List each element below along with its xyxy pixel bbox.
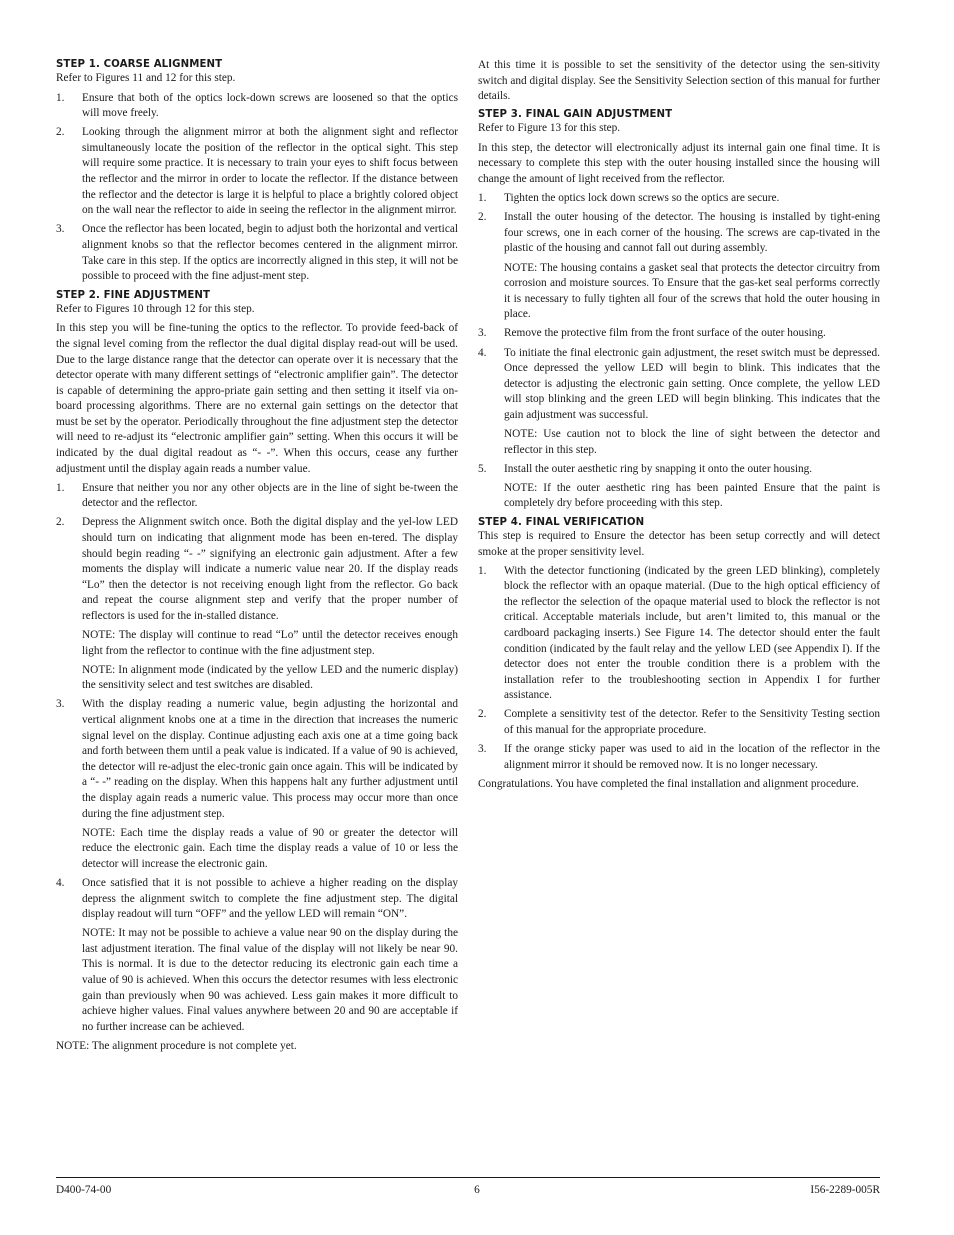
list-item-note: NOTE: Use caution not to block the line of sight between the detector and reflector in this step.: [504, 427, 880, 456]
list-item: [478, 326, 880, 342]
step2-closing-note: NOTE: The alignment procedure is not complete yet.: [56, 1039, 297, 1052]
list-item-text: Looking through the alignment mirror at both the alignment sight and reflector simultaneously locate the position of the reflector in the optical sight. This step will require some practice. It is necessary to train your eyes to shift focus between the reflector and the mirror in order to locate the reflector. If the distance between the reflector and the detector is large it is helpful to place a brightly colored object on the wall near the reflector to aide in seeing the reflector in the alignment mirror.: [82, 126, 458, 217]
list-item-number: 4.: [478, 346, 487, 359]
list-item-number: 1.: [478, 564, 487, 577]
step4-intro: This step is required to Ensure the detector has been setup correctly and will detect smoke at the proper sensitivity level.: [478, 529, 880, 558]
list-item-text: Depress the Alignment switch once. Both the digital display and the yel-low LED should turn on indicating that alignment mode has been en-tered. The display should begin reading “- -” signifying an electronic gain adjustment. After a few moments the display will indicate a numeric value near 20. If the display reads “Lo” then the detector is not receiving enough light from the reflector. Go back and repeat the course alignment step and verify that the proper number of reflectors is used for the in-stalled distance.: [82, 516, 458, 622]
list-item-number: 3.: [56, 223, 65, 236]
list-item-note: NOTE: The display will continue to read “Lo” until the detector receives enough light from the reflector to continue with the fine adjustment step.: [82, 629, 458, 657]
list-item-text: To initiate the final electronic gain adjustment, the reset switch must be depressed. Once depressed the yellow LED will begin to blink. This indicates that the detector is adjusting the electronic gain setting. Once complete, the yellow LED will stop blinking and the green LED will begin blinking. This indicates that the gain adjustment was successful.: [504, 346, 880, 421]
list-item: [56, 876, 458, 1035]
list-item-number: 2.: [56, 126, 65, 139]
list-item: [478, 462, 880, 512]
list-item-number: 2.: [56, 516, 65, 529]
list-item-number: 2.: [478, 708, 487, 721]
list-item: [56, 697, 458, 872]
list-item-text: Complete a sensitivity test of the detector. Refer to the Sensitivity Testing section of this manual for the appropriate procedure.: [504, 708, 880, 737]
list-item-text: Once satisfied that it is not possible to achieve a higher reading on the display depress the alignment switch to complete the fine adjustment step. The digital display readout will turn “OFF” and the yellow LED will remain “ON”.: [82, 877, 458, 921]
list-item: [56, 515, 458, 694]
step2-intro: In this step you will be fine-tuning the optics to the reflector. To provide feed-back of the signal level coming from the reflector the dual digital display read-out will be used. Due to the large distance range that the detector can operate over it is necessary that the detector operate with many different settings of “electronic amplifier gain”. The detector is capable of determining the appro-priate gain setting and then setting it itself via on-board processing algorithms. There are no external gain settings on the detector that must be set by the operator. Periodically throughout the fine adjustment step the detector will need to re-adjust its “electronic amplifier gain” setting. When this occurs it will be indicated by the dual digital readout as “- -”. When this occurs, cease any further adjustment until the display again reads a number value.: [56, 322, 458, 475]
list-item-text: Tighten the optics lock down screws so the optics are secure.: [504, 192, 780, 205]
list-item-text: With the detector functioning (indicated by the green LED blinking), completely block the reflector with an opaque material. (Due to the high optical efficiency of the reflector the selection of the opaque material used to block the reflector is not critical. Acceptable materials include, but aren’t limited to, this manual or the cardboard packaging inserts.) See Figure 14. The detector should enter the fault condition (indicated by the fault relay and the yellow LED (see Appendix I). If the detector does not enter the trouble condition there is a problem with the installation refer to the troubleshooting section in Appendix I for further assistance.: [504, 564, 880, 702]
list-item-note: NOTE: The housing contains a gasket seal that protects the detector circuitry from corrosion and moisture sources. To Ensure that the gas-ket seal performs correctly it is necessary to fully tighten all four of the screws that hold the outer housing in place.: [504, 261, 880, 321]
step2-reference: Refer to Figures 10 through 12 for this step.: [56, 302, 255, 315]
list-item: [56, 222, 458, 284]
list-item-note: NOTE: If the outer aesthetic ring has been painted Ensure that the paint is completely dry before proceeding with this step.: [504, 481, 880, 510]
list-item-text: With the display reading a numeric value, begin adjusting the horizontal and vertical alignment knobs one at a time in the direction that increases the numeric signal level on the display. Continue adjusting each axis one at a time going back and forth between them until a peak value is indicated. If a value of 90 is achieved, the detector will re-adjust the elec-tronic gain once again. This will be indicated by a “- -” reading on the display. When this happens halt any further adjustment until the display again reads a numeric value. This process may occur more than once during the fine adjustment step.: [82, 698, 458, 820]
list-item-number: 1.: [56, 91, 65, 104]
left-column: [56, 58, 458, 1059]
list-item-number: 1.: [56, 481, 65, 494]
list-item-text: Ensure that neither you nor any other objects are in the line of sight be-tween the detector and the reflector.: [82, 481, 458, 510]
step3-intro: In this step, the detector will electronically adjust its internal gain one final time. It is necessary to complete this step with the outer housing installed since the housing will change the amount of light received from the reflector.: [478, 141, 880, 186]
list-item: [478, 742, 880, 773]
list-item-text: Ensure that both of the optics lock-down screws are loosened so that the optics will move freely.: [82, 91, 458, 120]
step3-list: [478, 191, 880, 512]
step2-section: [56, 289, 458, 1055]
list-item-note: NOTE: In alignment mode (indicated by the yellow LED and the numeric display) the sensitivity select and test switches are disabled.: [82, 663, 458, 692]
list-item: [478, 191, 880, 207]
list-item-note: NOTE: It may not be possible to achieve a value near 90 on the display during the last adjustment iteration. The final value of the display will not likely be near 90. This is normal. It is due to the detector reducing its electronic gain each time a value of 90 is achieved. When this occurs the detector resumes with less electronic gain than previously when 90 was achieved. Less gain makes it more difficult to achieve higher values. Final values anywhere between 20 and 90 are acceptable if no further increase can be achieved.: [82, 927, 458, 1033]
step1-list: [56, 91, 458, 285]
list-item: [56, 91, 458, 122]
step3-heading: STEP 3. FINAL GAIN ADJUSTMENT: [478, 109, 673, 121]
step1-heading: STEP 1. COARSE ALIGNMENT: [56, 59, 223, 70]
list-item-number: 2.: [478, 211, 487, 224]
step2-heading: STEP 2. FINE ADJUSTMENT: [56, 289, 211, 301]
list-item: [478, 564, 880, 704]
step3-reference: Refer to Figure 13 for this step.: [478, 122, 621, 135]
step3-section: [478, 108, 880, 512]
list-item-number: 3.: [478, 327, 487, 340]
step4-section: [478, 516, 880, 793]
right-column: [478, 58, 880, 796]
list-item: [478, 210, 880, 323]
footer-document-code: D400-74-00: [56, 1184, 112, 1196]
list-item-text: Remove the protective film from the front surface of the outer housing.: [504, 327, 826, 340]
step1-reference: Refer to Figures 11 and 12 for this step.: [56, 72, 236, 84]
list-item: [56, 125, 458, 219]
page-number: 6: [474, 1184, 480, 1196]
list-item-note: NOTE: Each time the display reads a value of 90 or greater the detector will reduce the electronic gain. Each time the display reads a value of 10 or less the detector will increase the electronic gain.: [82, 826, 458, 870]
step4-heading: STEP 4. FINAL VERIFICATION: [478, 516, 645, 528]
list-item-number: 3.: [56, 698, 65, 711]
list-item-number: 4.: [56, 877, 65, 889]
footer-part-number: I56-2289-005R: [810, 1184, 880, 1196]
step4-list: [478, 564, 880, 774]
list-item-text: Once the reflector has been located, begin to adjust both the horizontal and vertical alignment knobs so that the reflector becomes centered in the alignment mirror. Take care in this step. If the optics are incorrectly aligned in this step, it will not be possible to proceed with the fine adjust-ment step.: [82, 223, 458, 283]
step1-section: [56, 58, 458, 285]
list-item-text: If the orange sticky paper was used to aid in the location of the reflector in the alignment mirror it should be removed now. It is no longer necessary.: [504, 743, 880, 771]
step2-list: [56, 481, 458, 1036]
list-item-number: 5.: [478, 462, 487, 475]
sensitivity-intro: At this time it is possible to set the sensitivity of the detector using the sen-sitivity switch and digital display. See the Sensitivity Selection section of this manual for further details.: [478, 59, 880, 103]
list-item: [56, 481, 458, 512]
step4-closing: Congratulations. You have completed the final installation and alignment procedure.: [478, 777, 859, 790]
footer-divider: [56, 1177, 880, 1178]
list-item: [478, 346, 880, 459]
list-item-text: Install the outer housing of the detector. The housing is installed by tight-ening four screws, one in each corner of the housing. The screws are cap-tivated in the plastic of the housing and cannot fall out during assembly.: [504, 211, 880, 255]
list-item-number: 3.: [478, 743, 487, 756]
list-item-text: Install the outer aesthetic ring by snapping it onto the outer housing.: [504, 462, 813, 475]
list-item-number: 1.: [478, 192, 487, 205]
list-item: [478, 707, 880, 738]
